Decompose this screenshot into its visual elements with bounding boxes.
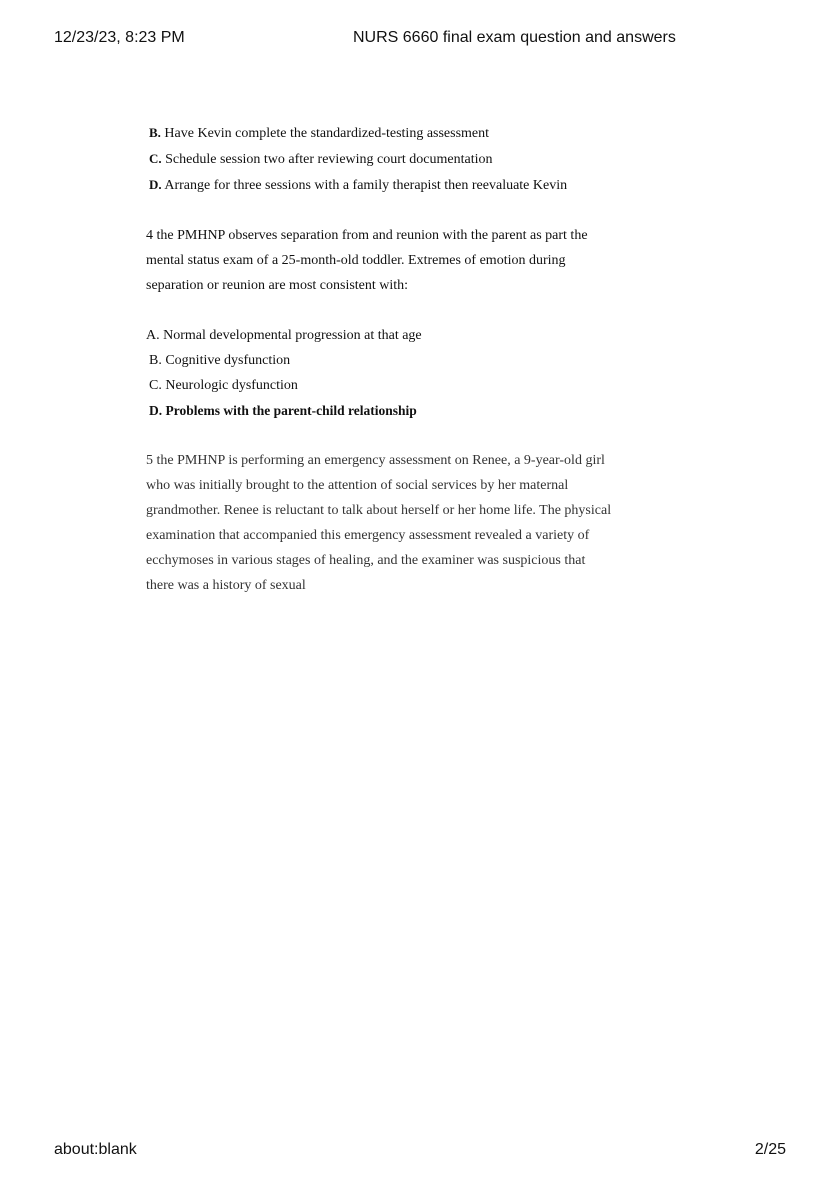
page-url: about:blank: [54, 1141, 137, 1158]
q5-line: who was initially brought to the attention of social services by her maternal: [146, 478, 569, 493]
q3-option-d: [146, 172, 726, 198]
q4-option-c: C. Neurologic dysfunction: [149, 378, 298, 393]
option-letter: B.: [149, 125, 161, 140]
q4-option-b: B. Cognitive dysfunction: [149, 353, 291, 368]
document-title: NURS 6660 final exam question and answers: [353, 29, 676, 46]
q4-line: mental status exam of a 25-month-old toddler. Extremes of emotion during: [146, 253, 566, 268]
q5-line: grandmother. Renee is reluctant to talk about herself or her home life. The physical: [146, 503, 612, 518]
page-number: 2/25: [754, 1141, 786, 1158]
q4-option-a: A. Normal developmental progression at that age: [146, 328, 422, 343]
q3-option-c: [146, 146, 726, 172]
q5-line: 5 the PMHNP is performing an emergency assessment on Renee, a 9-year-old girl: [146, 453, 605, 468]
q4-line: 4 the PMHNP observes separation from and reunion with the parent as part the: [146, 228, 588, 243]
q3-option-b: [146, 120, 726, 146]
option-letter: C.: [149, 151, 162, 166]
q5-line: examination that accompanied this emergency assessment revealed a variety of: [146, 528, 590, 543]
option-text: Arrange for three sessions with a family therapist then reevaluate Kevin: [161, 178, 568, 193]
q4-stem: [146, 223, 726, 298]
q5-line: there was a history of sexual: [146, 578, 306, 593]
q4-option-d-answer: D. Problems with the parent-child relationship: [149, 403, 417, 418]
print-datetime: 12/23/23, 8:23 PM: [54, 29, 185, 46]
q5-stem: [146, 448, 726, 598]
q5-line: ecchymoses in various stages of healing, and the examiner was suspicious that: [146, 553, 586, 568]
q4-line: separation or reunion are most consistent with:: [146, 278, 409, 293]
option-text: Have Kevin complete the standardized-testing assessment: [160, 126, 490, 141]
option-letter: D.: [149, 177, 162, 192]
page-content: [146, 120, 726, 598]
option-text: Schedule session two after reviewing court documentation: [161, 152, 493, 167]
